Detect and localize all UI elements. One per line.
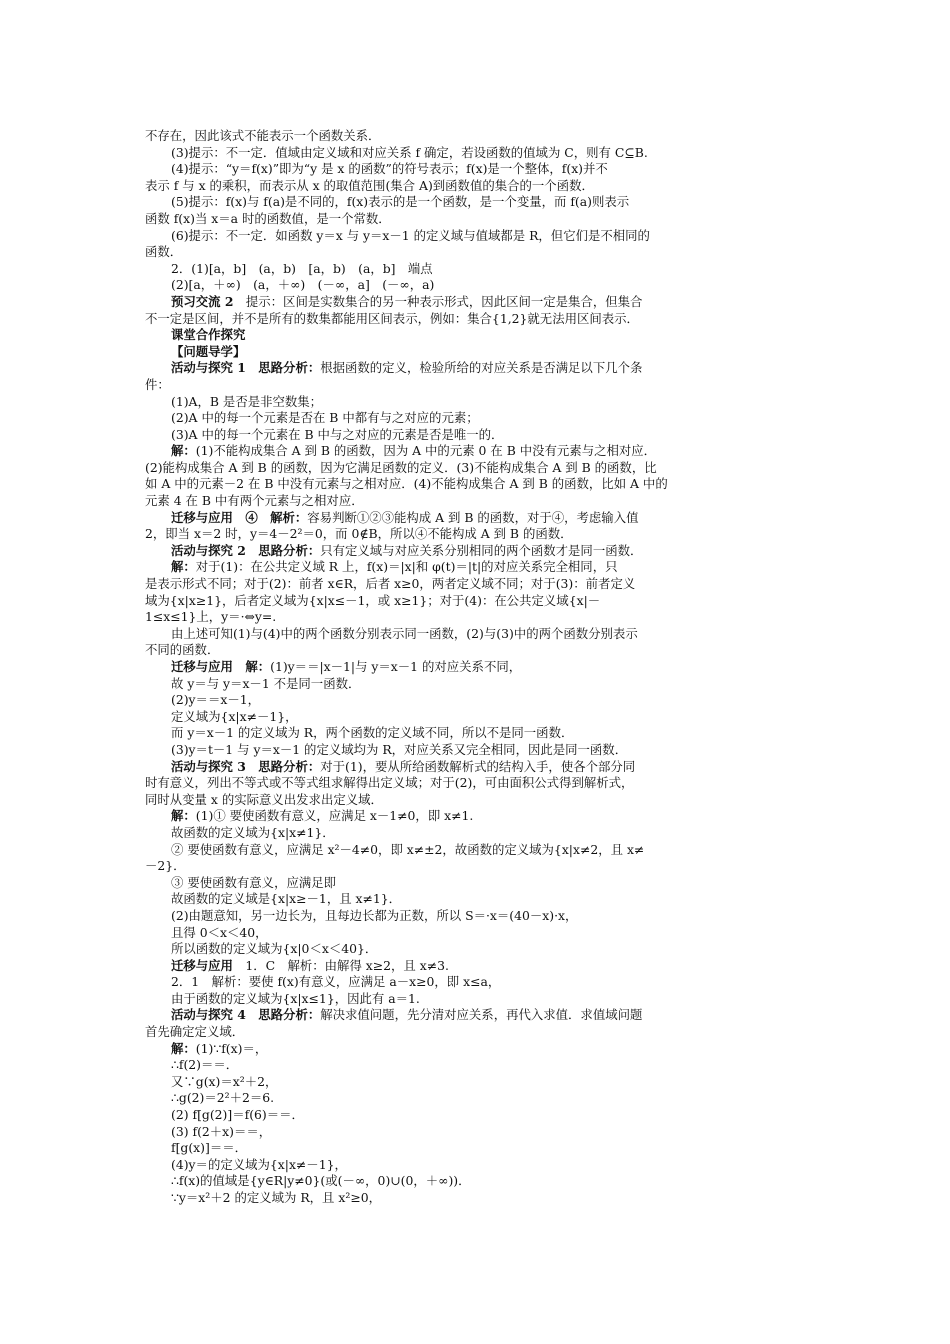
line-text: 且得 0＜x＜40， — [171, 924, 268, 940]
bold-heading: 活动与探究 3 思路分析： — [171, 758, 321, 774]
bold-heading: 解： — [171, 559, 196, 575]
line-text: 不同的函数． — [145, 642, 220, 658]
text-line — [145, 344, 815, 361]
bold-heading: 迁移与应用 — [171, 957, 246, 973]
line-text: (1)y＝＝|x－1|与 y＝x－1 的对应关系不同， — [270, 659, 522, 674]
line-text: 解决求值问题，先分清对应关系，再代入求值．求值域问题 — [320, 1007, 643, 1023]
line-text: (2)A 中的每一个元素是否在 B 中都有与之对应的元素； — [171, 410, 479, 426]
line-text: 故函数的定义域为{x|x≠1}． — [171, 824, 335, 840]
line-text: 提示：区间是实数集合的另一种表示形式，因此区间一定是集合，但集合 — [233, 293, 643, 309]
line-text: 1．C 解析：由解得 x≥2，且 x≠3. — [245, 957, 449, 973]
line-text: 函数． — [145, 244, 183, 260]
text-line — [145, 1090, 815, 1107]
line-text: 由于函数的定义域为{x|x≤1}，因此有 a＝1. — [171, 990, 420, 1006]
text-line — [145, 958, 815, 975]
line-text: 不一定是区间，并不是所有的数集都能用区间表示，例如：集合{1,2}就无法用区间表示． — [145, 310, 639, 326]
line-text: (3)提示：不一定．值域由定义域和对应关系 f 确定，若设函数的值域为 C，则有 C⊆B. — [171, 144, 648, 160]
text-line — [145, 476, 815, 493]
text-line — [145, 676, 815, 693]
text-line — [145, 526, 815, 543]
line-text: 表示 f 与 x 的乘积，而表示从 x 的取值范围(集合 A)到函数值的集合的一个函数． — [145, 177, 594, 193]
line-text: 只有定义域与对应关系分别相同的两个函数才是同一函数． — [320, 542, 643, 558]
line-text: 根据函数的定义，检验所给的对应关系是否满足以下几个条 — [320, 360, 643, 376]
text-line — [145, 559, 815, 576]
text-line — [145, 244, 815, 261]
bold-heading: 解： — [171, 808, 196, 824]
line-text: 定义域为{x|x≠－1}， — [171, 708, 298, 724]
text-line — [145, 742, 815, 759]
bold-heading: 预习交流 2 — [171, 293, 234, 309]
text-line — [145, 725, 815, 742]
text-line — [145, 775, 815, 792]
text-line — [145, 1074, 815, 1091]
line-text: (1)∵f(x)＝， — [195, 1040, 268, 1056]
text-line — [145, 891, 815, 908]
text-line — [145, 974, 815, 991]
line-text: ∴f(2)＝＝． — [171, 1057, 239, 1073]
bold-heading: 迁移与应用 解： — [171, 659, 271, 674]
text-line — [145, 294, 815, 311]
text-line — [145, 460, 815, 477]
bold-heading: 活动与探究 4 思路分析： — [171, 1007, 321, 1023]
line-text: (4)提示：“y＝f(x)”即为“y 是 x 的函数”的符号表示；f(x)是一个整体，f(x)并不 — [171, 161, 608, 177]
line-text: 对于(1)：在公共定义域 R 上，f(x)＝|x|和 φ(t)＝|t|的对应关系完全相同，只 — [195, 559, 618, 575]
line-text: (2)能构成集合 A 到 B 的函数，因为它满足函数的定义．(3)不能构成集合 A 到 B 的函数，比 — [145, 459, 657, 475]
text-line — [145, 543, 815, 560]
text-line — [145, 1190, 815, 1207]
text-line — [145, 178, 815, 195]
bold-heading: 【问题导学】 — [171, 343, 246, 359]
text-line — [145, 792, 815, 809]
line-text: ② 要使函数有意义，应满足 x²－4≠0，即 x≠±2，故函数的定义域为{x|x≠2，且 x≠ — [171, 841, 645, 857]
text-line — [145, 842, 815, 859]
line-text: 同时从变量 x 的实际意义出发求出定义域． — [145, 791, 383, 807]
text-line — [145, 925, 815, 942]
text-line — [145, 394, 815, 411]
bold-heading: 活动与探究 2 思路分析： — [171, 542, 321, 558]
line-text: (1)① 要使函数有意义，应满足 x－1≠0，即 x≠1. — [195, 808, 474, 824]
line-text: (1)不能构成集合 A 到 B 的函数，因为 A 中的元素 0 在 B 中没有元素与之相对应． — [195, 443, 657, 459]
line-text: 是表示形式不同；对于(2)：前者 x∈R，后者 x≥0，两者定义域不同；对于(3)：前者定义 — [145, 576, 636, 592]
line-text: 件： — [145, 376, 170, 392]
text-line — [145, 759, 815, 776]
text-line — [145, 1024, 815, 1041]
text-line — [145, 609, 815, 626]
line-text: 1≤x≤1}上，y＝·⇔y=. — [145, 609, 277, 625]
line-text: (4)y＝的定义域为{x|x≠－1}， — [171, 1156, 347, 1172]
line-text: (3)A 中的每一个元素在 B 中与之对应的元素是否是唯一的． — [171, 426, 504, 442]
text-line — [145, 858, 815, 875]
line-text: 而 y＝x－1 的定义域为 R，两个函数的定义域不同，所以不是同一函数． — [171, 725, 574, 741]
line-text: 容易判断①②③能构成 A 到 B 的函数，对于④，考虑输入值 — [307, 509, 639, 525]
line-text: 所以函数的定义域为{x|0＜x＜40}． — [171, 941, 378, 957]
line-text: ∴f(x)的值域是{y∈R|y≠0}(或(－∞，0)∪(0，＋∞))． — [171, 1173, 471, 1189]
line-text: (2) f[g(2)]＝f(6)＝＝． — [171, 1107, 304, 1123]
text-line — [145, 1124, 815, 1141]
text-line — [145, 709, 815, 726]
line-text: 函数 f(x)当 x＝a 时的函数值，是一个常数． — [145, 210, 391, 226]
line-text: ∵y＝x²＋2 的定义域为 R，且 x²≥0， — [171, 1190, 381, 1205]
line-text: 元素 4 在 B 中有两个元素与之相对应． — [145, 493, 364, 509]
line-text: 首先确定定义域． — [145, 1024, 245, 1040]
line-text: 2，即当 x＝2 时，y＝4－2²＝0，而 0∉B，所以④不能构成 A 到 B 的函数． — [145, 526, 573, 542]
line-text: (2)由题意知，另一边长为，且每边长都为正数，所以 S＝·x＝(40－x)·x， — [171, 907, 578, 923]
text-line — [145, 642, 815, 659]
text-line — [145, 145, 815, 162]
text-line — [145, 277, 815, 294]
line-text: 由上述可知(1)与(4)中的两个函数分别表示同一函数，(2)与(3)中的两个函数分别表示 — [171, 625, 638, 641]
line-text: (3)y＝t－1 与 y＝x－1 的定义域均为 R，对应关系又完全相同，因此是同一函数． — [171, 741, 628, 757]
text-line — [145, 311, 815, 328]
text-line — [145, 261, 815, 278]
line-text: 故函数的定义域是{x|x≥－1，且 x≠1}． — [171, 891, 402, 907]
text-line — [145, 825, 815, 842]
text-line — [145, 161, 815, 178]
line-text: 2．(1)[a，b] (a，b) [a，b) (a，b] 端点 — [171, 260, 433, 276]
text-line — [145, 875, 815, 892]
text-line — [145, 1107, 815, 1124]
line-text: 域为{x|x≥1}，后者定义域为{x|x≤－1，或 x≥1}；对于(4)：在公共定义域{x|－ — [145, 592, 601, 608]
text-line — [145, 808, 815, 825]
text-line — [145, 443, 815, 460]
text-line — [145, 1041, 815, 1058]
line-text: 又∵g(x)＝x²＋2， — [171, 1073, 278, 1089]
text-line — [145, 659, 815, 676]
text-line — [145, 576, 815, 593]
line-text: (2)[a，＋∞) (a，＋∞) (－∞，a] (－∞，a) — [171, 277, 435, 293]
bold-heading: 迁移与应用 ④ 解析： — [171, 509, 308, 525]
text-line — [145, 1057, 815, 1074]
text-line — [145, 593, 815, 610]
line-text: f[g(x)]＝＝． — [171, 1140, 248, 1156]
text-line — [145, 1140, 815, 1157]
line-text: (2)y＝＝x－1， — [171, 692, 260, 708]
text-line — [145, 194, 815, 211]
bold-heading: 活动与探究 1 思路分析： — [171, 360, 321, 376]
text-line — [145, 493, 815, 510]
bold-heading: 解： — [171, 1040, 196, 1056]
line-text: 不存在，因此该式不能表示一个函数关系． — [145, 128, 381, 143]
text-line — [145, 692, 815, 709]
line-text: ③ 要使函数有意义，应满足即 — [171, 874, 337, 890]
line-text: (5)提示：f(x)与 f(a)是不同的，f(x)表示的是一个函数，是一个变量，而 f(a)则表示 — [171, 194, 630, 210]
text-line — [145, 427, 815, 444]
text-line — [145, 128, 815, 145]
line-text: (3) f(2＋x)＝＝， — [171, 1123, 272, 1139]
line-text: －2}． — [145, 858, 186, 874]
text-line — [145, 1007, 815, 1024]
text-line — [145, 360, 815, 377]
text-line — [145, 991, 815, 1008]
bold-heading: 解： — [171, 443, 196, 459]
text-line — [145, 228, 815, 245]
text-line — [145, 327, 815, 344]
text-line — [145, 908, 815, 925]
text-line — [145, 1173, 815, 1190]
line-text: 故 y＝与 y＝x－1 不是同一函数． — [171, 675, 361, 691]
line-text: (1)A，B 是否是非空数集； — [171, 393, 323, 409]
text-line — [145, 377, 815, 394]
line-text: 2．1 解析：要使 f(x)有意义，应满足 a－x≥0，即 x≤a， — [171, 974, 501, 990]
text-line — [145, 410, 815, 427]
line-text: ∴g(2)＝2²＋2＝6. — [171, 1090, 275, 1106]
text-line — [145, 941, 815, 958]
line-text: 对于(1)，要从所给函数解析式的结构入手，使各个部分同 — [320, 758, 636, 774]
text-line — [145, 1157, 815, 1174]
bold-heading: 课堂合作探究 — [171, 327, 246, 343]
text-line — [145, 211, 815, 228]
document-page — [145, 128, 815, 1207]
text-line — [145, 626, 815, 643]
line-text: 时有意义，列出不等式或不等式组求解得出定义域；对于(2)，可由面积公式得到解析式， — [145, 775, 634, 791]
text-line — [145, 510, 815, 527]
line-text: (6)提示：不一定．如函数 y＝x 与 y＝x－1 的定义域与值域都是 R，但它们是不相同的 — [171, 227, 650, 243]
line-text: 如 A 中的元素－2 在 B 中没有元素与之相对应．(4)不能构成集合 A 到 B 的函数，比如 A 中的 — [145, 476, 668, 492]
